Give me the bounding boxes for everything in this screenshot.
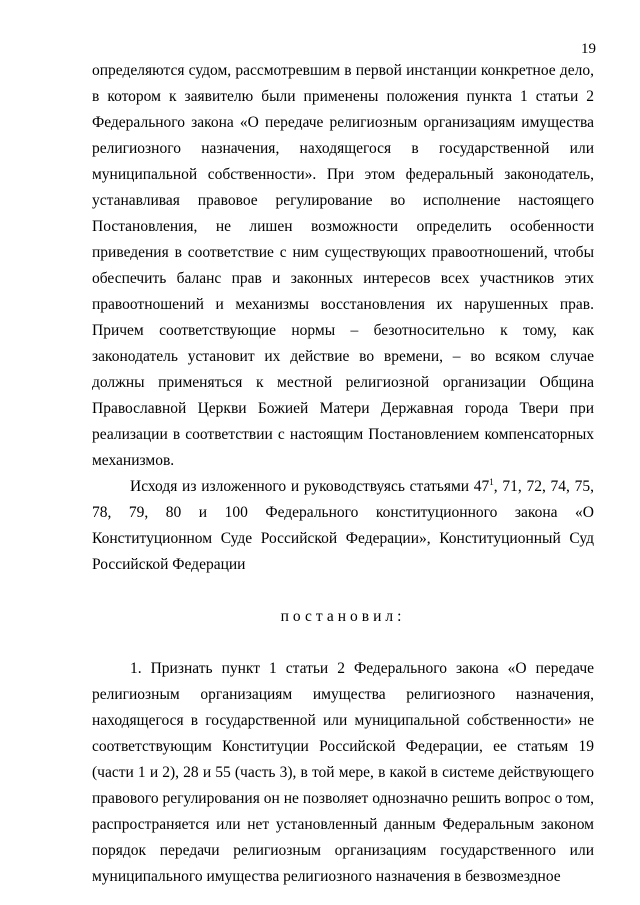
legal-basis-text-start: Исходя из изложенного и руководствуясь статьями 47 [130,478,490,495]
article-superscript: 1 [489,476,494,487]
document-body [92,58,594,890]
page-number: 19 [581,41,596,57]
paragraph-legal-basis [92,474,594,578]
paragraph-resolution-point-1: 1. Признать пункт 1 статьи 2 Федерального закона «О передаче религиозным организациям имущества религиозного назначения, находящегося в государственной или муниципальной собственности» не соответствующим Конституции Российской Федерации, ее статьям 19 (части 1 и 2), 28 и 55 (часть 3), в той мере, в какой в системе действующего правового регулирования он не позволяет однозначно решить вопрос о том, распространяется или нет установленный данным Федеральным законом порядок передачи религиозным организациям государственного или муниципального имущества религиозного назначения в безвозмездное [92,660,594,885]
resolution-heading: постановил: [280,608,406,625]
legal-basis-text-end: , 71, 72, 74, 75, 78, 79, 80 и 100 Федерального конституционного закона «О Конституционном Суде Российской Федерации», Конституционный Суд Российской Федерации [92,478,595,573]
vertical-spacer [92,630,594,656]
paragraph-continuation: определяются судом, рассмотревшим в первой инстанции конкретное дело, в котором к заявителю были применены положения пункта 1 статьи 2 Федерального закона «О передаче религиозным организациям имущества религиозного назначения, находящегося в государственной или муниципальной собственности». При этом федеральный законодатель, устанавливая правовое регулирование во исполнение настоящего Постановления, не лишен возможности определить особенности приведения в соответствие с ним существующих правоотношений, чтобы обеспечить баланс прав и законных интересов всех участников этих правоотношений и механизмы восстановления их нарушенных прав. Причем соответствующие нормы – безотносительно к тому, как законодатель установит их действие во времени, – во всяком случае должны применяться к местной религиозной организации Община Православной Церкви Божией Матери Державная города Твери при реализации в соответствии с настоящим Постановлением компенсаторных механизмов. [92,62,594,469]
vertical-spacer [92,578,594,604]
